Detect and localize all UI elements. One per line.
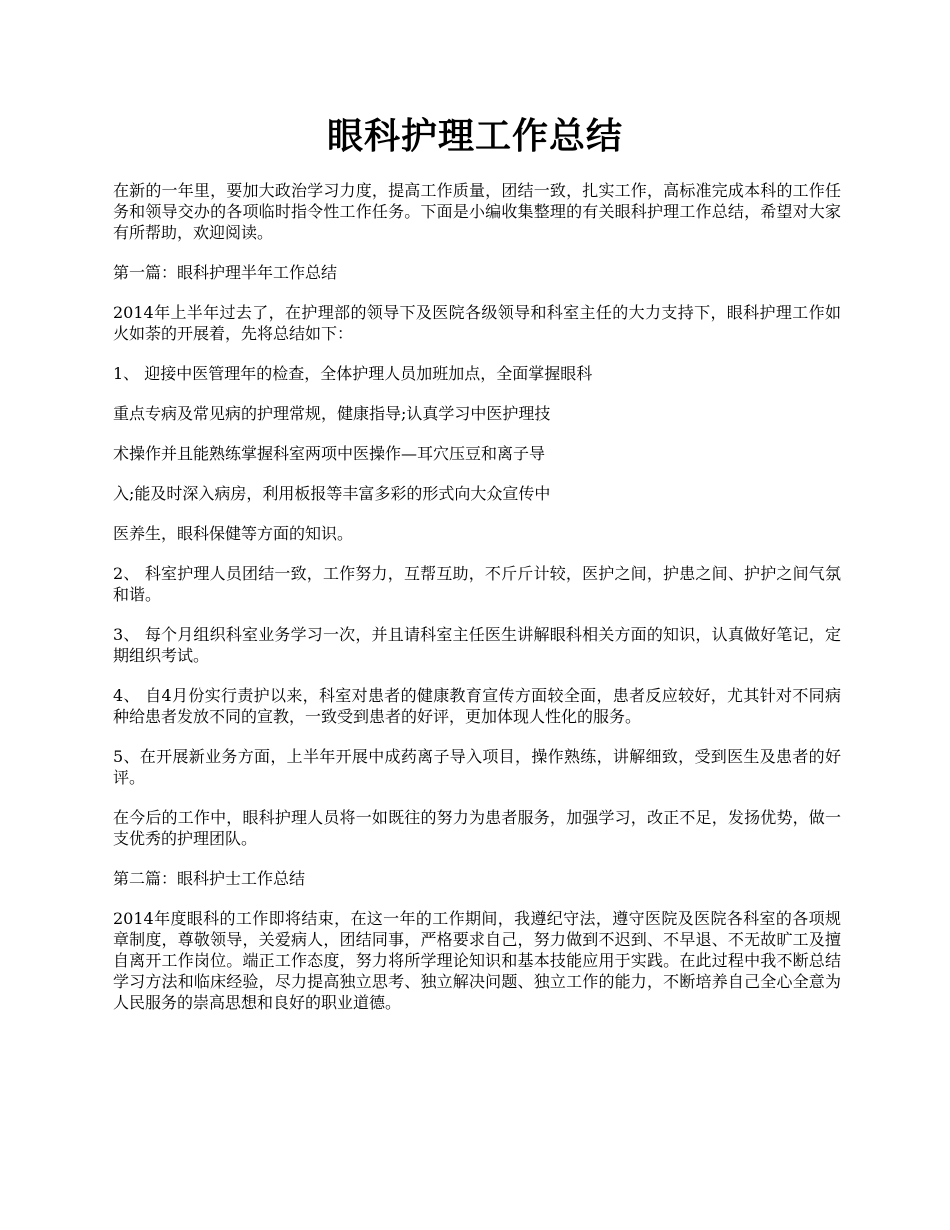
section-heading-2: 第二篇：眼科护士工作总结 bbox=[113, 869, 306, 888]
list-item-5: 5、在开展新业务方面，上半年开展中成药离子导入项目，操作熟练，讲解细致，受到医生及患者的好评。 bbox=[113, 747, 841, 787]
paragraph: 2014年上半年过去了，在护理部的领导下及医院各级领导和科室主任的大力支持下，眼科护理工作如火如荼的开展着，先将总结如下： bbox=[113, 303, 841, 343]
list-item-4: 4、 自4月份实行责护以来，科室对患者的健康教育宣传方面较全面，患者反应较好，尤其针对不同病种给患者发放不同的宣教，一致受到患者的好评，更加体现人性化的服务。 bbox=[113, 686, 841, 726]
paragraph: 在今后的工作中，眼科护理人员将一如既往的努力为患者服务，加强学习，改正不足，发扬优势，做一支优秀的护理团队。 bbox=[113, 808, 841, 848]
document-title: 眼科护理工作总结 bbox=[326, 115, 623, 157]
intro-paragraph: 在新的一年里，要加大政治学习力度，提高工作质量，团结一致，扎实工作，高标准完成本科的工作任务和领导交办的各项临时指令性工作任务。下面是小编收集整理的有关眼科护理工作总结，希望对大家有所帮助，欢迎阅读。 bbox=[113, 181, 841, 242]
list-item-1-continued: 重点专病及常见病的护理常规，健康指导;认真学习中医护理技 bbox=[113, 404, 551, 423]
list-item-1-continued: 医养生，眼科保健等方面的知识。 bbox=[113, 524, 354, 543]
list-item-3: 3、 每个月组织科室业务学习一次，并且请科室主任医生讲解眼科相关方面的知识，认真做好笔记，定期组织考试。 bbox=[113, 625, 841, 665]
list-item-2: 2、 科室护理人员团结一致，工作努力，互帮互助，不斤斤计较，医护之间，护患之间、护护之间气氛和谐。 bbox=[113, 564, 841, 604]
paragraph: 2014年度眼科的工作即将结束，在这一年的工作期间，我遵纪守法，遵守医院及医院各科室的各项规章制度，尊敬领导，关爱病人，团结同事，严格要求自己，努力做到不迟到、不早退、不无故旷工及擅自离开工作岗位。端正工作态度，努力将所学理论知识和基本技能应用于实践。在此过程中我不断总结学习方法和临床经验，尽力提高独立思考、独立解决问题、独立工作的能力，不断培养自己全心全意为人民服务的崇高思想和良好的职业道德。 bbox=[113, 909, 841, 1012]
document-body bbox=[113, 180, 841, 1032]
list-item-1-continued: 入;能及时深入病房，利用板报等丰富多彩的形式向大众宣传中 bbox=[113, 484, 551, 503]
section-heading-1: 第一篇：眼科护理半年工作总结 bbox=[113, 263, 338, 282]
list-item-1: 1、 迎接中医管理年的检查，全体护理人员加班加点，全面掌握眼科 bbox=[113, 364, 593, 383]
list-item-1-continued: 术操作并且能熟练掌握科室两项中医操作—耳穴压豆和离子导 bbox=[113, 444, 546, 463]
